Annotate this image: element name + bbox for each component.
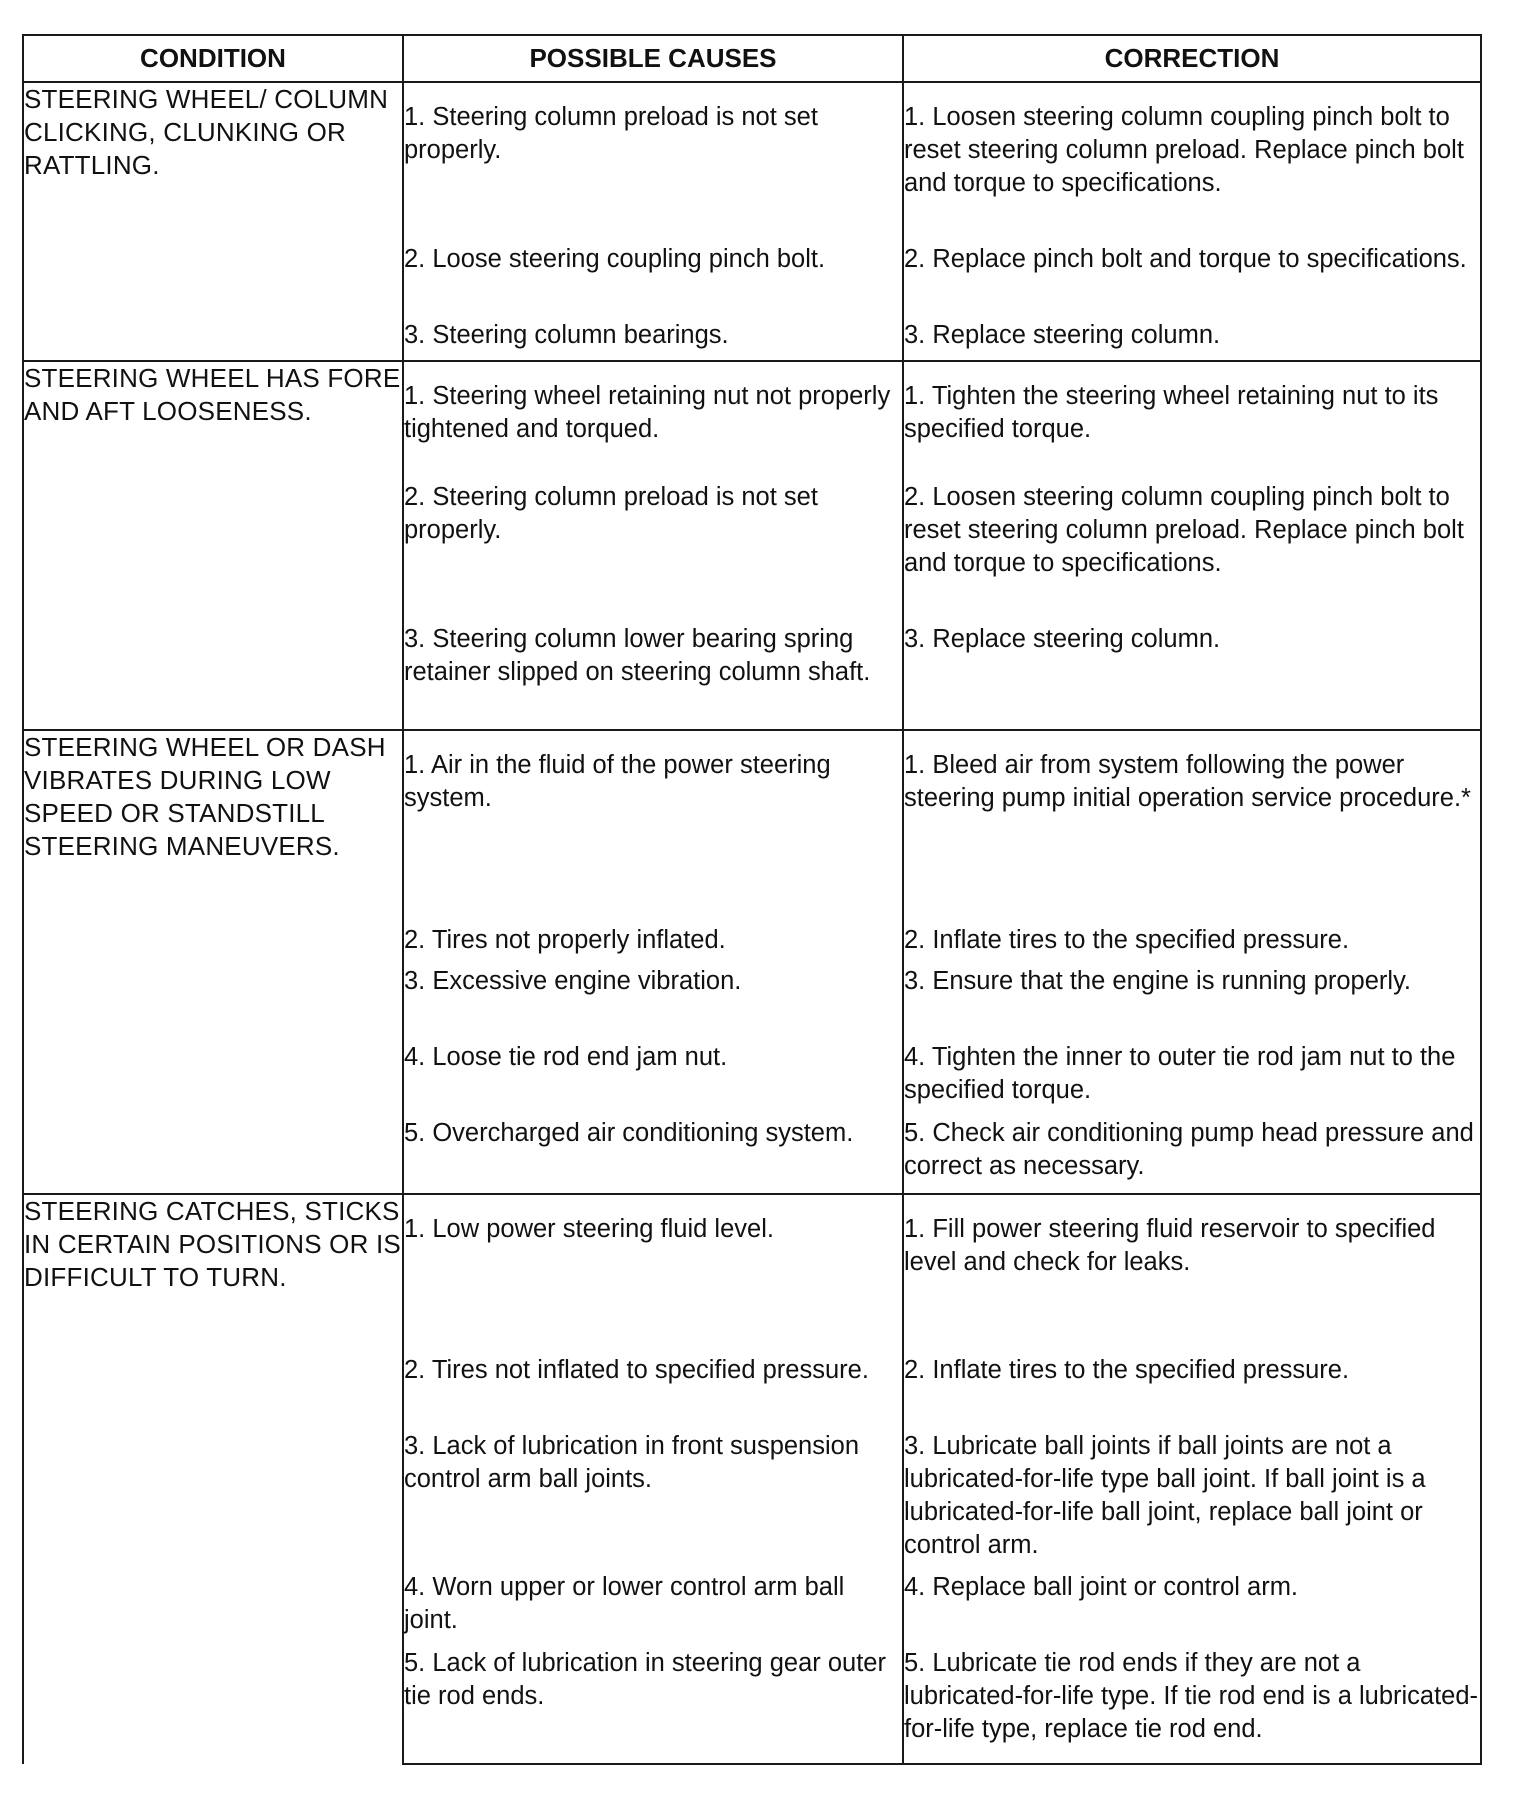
cause-cell <box>403 1647 903 1764</box>
correction-text: 1. Tighten the steering wheel retaining nut to its specified torque. <box>904 382 1439 443</box>
cause-text: 1. Steering column preload is not set properly. <box>404 103 818 164</box>
correction-cell <box>903 82 1481 243</box>
correction-text: 2. Inflate tires to the specified pressure. <box>904 1356 1350 1384</box>
table-row <box>23 361 1481 481</box>
cause-text: 4. Loose tie rod end jam nut. <box>404 1043 728 1071</box>
cause-cell <box>403 1194 903 1354</box>
condition-cell <box>23 730 403 1194</box>
condition-text: STEERING WHEEL OR DASH VIBRATES DURING LOW SPEED OR STANDSTILL STEERING MANEUVERS. <box>24 732 386 861</box>
cause-cell <box>403 1430 903 1571</box>
correction-cell <box>903 623 1481 730</box>
correction-text: 3. Replace steering column. <box>904 321 1221 349</box>
cause-cell <box>403 481 903 623</box>
table-row <box>23 1194 1481 1354</box>
cause-text: 1. Low power steering fluid level. <box>404 1215 774 1243</box>
condition-text: STEERING WHEEL/ COLUMN CLICKING, CLUNKING OR RATTLING. <box>24 84 389 180</box>
cause-text: 2. Tires not properly inflated. <box>404 926 726 954</box>
correction-cell <box>903 1041 1481 1117</box>
correction-cell <box>903 1647 1481 1764</box>
condition-cell <box>23 361 403 730</box>
cause-text: 2. Steering column preload is not set properly. <box>404 483 818 544</box>
correction-cell <box>903 924 1481 965</box>
cause-cell <box>403 623 903 730</box>
cause-text: 4. Worn upper or lower control arm ball joint. <box>404 1573 845 1634</box>
cause-cell <box>403 1041 903 1117</box>
correction-cell <box>903 361 1481 481</box>
correction-cell <box>903 1354 1481 1430</box>
header-condition: CONDITION <box>23 35 403 82</box>
correction-cell <box>903 481 1481 623</box>
cause-cell <box>403 1117 903 1194</box>
table-row <box>23 730 1481 924</box>
correction-cell <box>903 1571 1481 1647</box>
cause-text: 3. Lack of lubrication in front suspension control arm ball joints. <box>404 1432 860 1493</box>
cause-text: 5. Lack of lubrication in steering gear outer tie rod ends. <box>404 1649 886 1710</box>
condition-text: STEERING WHEEL HAS FORE AND AFT LOOSENESS. <box>24 363 401 426</box>
cause-cell <box>403 82 903 243</box>
correction-text: 5. Check air conditioning pump head pressure and correct as necessary. <box>904 1119 1474 1180</box>
correction-cell <box>903 965 1481 1041</box>
correction-cell <box>903 1194 1481 1354</box>
cause-text: 3. Steering column lower bearing spring retainer slipped on steering column shaft. <box>404 625 871 686</box>
correction-text: 4. Tighten the inner to outer tie rod jam nut to the specified torque. <box>904 1043 1456 1104</box>
correction-text: 1. Fill power steering fluid reservoir to specified level and check for leaks. <box>904 1215 1436 1276</box>
header-possible-causes: POSSIBLE CAUSES <box>403 35 903 82</box>
cause-text: 3. Steering column bearings. <box>404 321 729 349</box>
header-correction: CORRECTION <box>903 35 1481 82</box>
cause-text: 2. Loose steering coupling pinch bolt. <box>404 245 826 273</box>
correction-text: 5. Lubricate tie rod ends if they are not a lubricated-for-life type. If tie rod end is a lubricated-for-life type, replace tie rod end. <box>904 1649 1479 1743</box>
cause-cell <box>403 319 903 361</box>
correction-cell <box>903 319 1481 361</box>
condition-text: STEERING CATCHES, STICKS IN CERTAIN POSITIONS OR IS DIFFICULT TO TURN. <box>24 1196 401 1292</box>
cause-cell <box>403 243 903 319</box>
cause-cell <box>403 730 903 924</box>
header-row <box>23 35 1481 82</box>
correction-text: 3. Lubricate ball joints if ball joints are not a lubricated-for-life type ball joint. If ball joint is a lubricated-for-life ball joint, replace ball joint or control arm. <box>904 1432 1426 1559</box>
correction-text: 3. Replace steering column. <box>904 625 1221 653</box>
correction-text: 1. Bleed air from system following the power steering pump initial operation service procedure.* <box>904 751 1471 812</box>
cause-text: 1. Steering wheel retaining nut not properly tightened and torqued. <box>404 382 891 443</box>
cause-text: 1. Air in the fluid of the power steering system. <box>404 751 831 812</box>
correction-cell <box>903 1430 1481 1571</box>
cause-text: 3. Excessive engine vibration. <box>404 967 742 995</box>
correction-text: 1. Loosen steering column coupling pinch bolt to reset steering column preload. Replace pinch bolt and torque to specifications. <box>904 103 1464 197</box>
correction-text: 2. Loosen steering column coupling pinch bolt to reset steering column preload. Replace pinch bolt and torque to specifications. <box>904 483 1464 577</box>
cause-cell <box>403 965 903 1041</box>
table-row <box>23 82 1481 243</box>
condition-cell <box>23 1194 403 1764</box>
correction-text: 4. Replace ball joint or control arm. <box>904 1573 1299 1601</box>
condition-cell <box>23 82 403 361</box>
cause-text: 2. Tires not inflated to specified pressure. <box>404 1356 869 1384</box>
correction-text: 2. Replace pinch bolt and torque to specifications. <box>904 245 1467 273</box>
diagnosis-table <box>22 34 1482 1765</box>
correction-cell <box>903 730 1481 924</box>
correction-cell <box>903 243 1481 319</box>
correction-cell <box>903 1117 1481 1194</box>
cause-text: 5. Overcharged air conditioning system. <box>404 1119 854 1147</box>
cause-cell <box>403 924 903 965</box>
cause-cell <box>403 1571 903 1647</box>
cause-cell <box>403 361 903 481</box>
correction-text: 2. Inflate tires to the specified pressure. <box>904 926 1350 954</box>
cause-cell <box>403 1354 903 1430</box>
correction-text: 3. Ensure that the engine is running properly. <box>904 967 1412 995</box>
